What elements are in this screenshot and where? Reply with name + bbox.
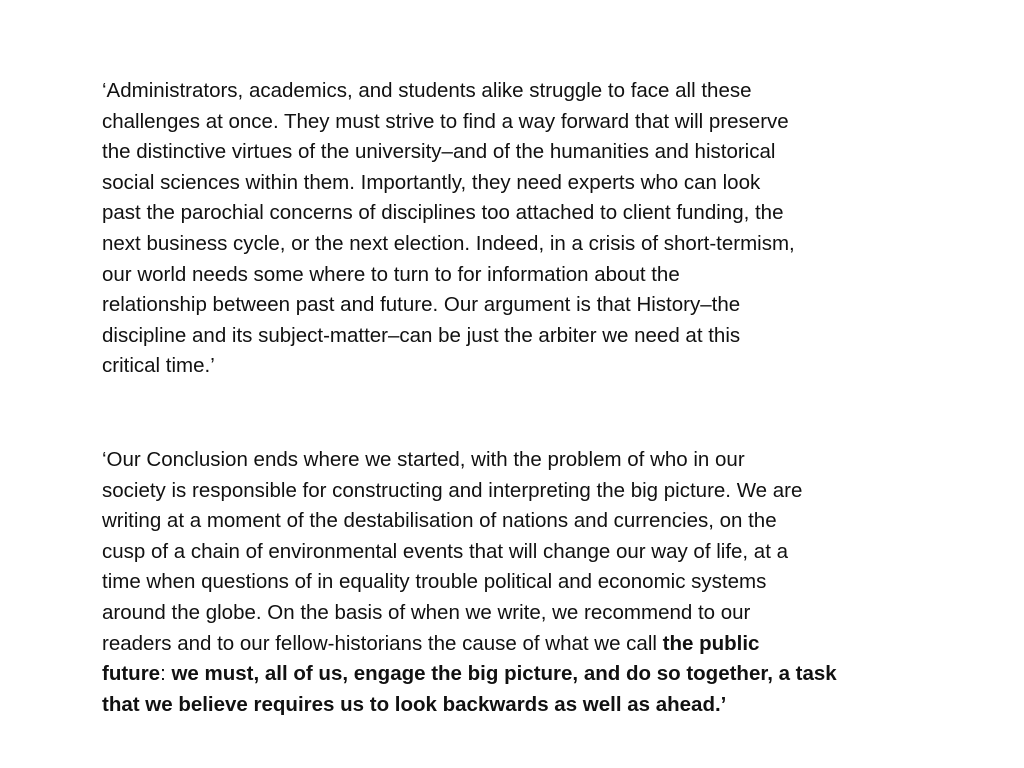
bold-phrase: we must, all of us, engage the big picture, and do so together, a task (171, 662, 837, 686)
bold-phrase: the public (662, 631, 760, 655)
text-line: our world needs some where to turn to for information about the (102, 262, 680, 286)
text-line: relationship between past and future. Our argument is that History–the (102, 293, 741, 317)
text-line (102, 690, 917, 721)
text-line: ‘Our Conclusion ends where we started, with the problem of who in our (102, 448, 745, 471)
text-line: society is responsible for constructing and interpreting the big picture. We are (102, 478, 803, 502)
text-line: the distinctive virtues of the university–and of the humanities and historical (102, 140, 776, 164)
text-line: past the parochial concerns of disciplines too attached to client funding, the (102, 201, 784, 225)
text-line: around the globe. On the basis of when we write, we recommend to our (102, 600, 751, 624)
bold-phrase: that we believe requires us to look backwards as well as ahead.’ (102, 692, 727, 716)
text-line: critical time.’ (102, 354, 215, 378)
text-line: discipline and its subject-matter–can be just the arbiter we need at this (102, 323, 741, 347)
text-line (102, 659, 917, 690)
text-line: challenges at once. They must strive to find a way forward that will preserve (102, 109, 789, 133)
text-line: time when questions of in equality trouble political and economic systems (102, 570, 767, 594)
text-line: cusp of a chain of environmental events that will change our way of life, at a (102, 539, 788, 563)
text-run: readers and to our fellow-historians the cause of what we call (102, 631, 663, 655)
text-run: : (160, 662, 172, 686)
text-line (102, 629, 917, 660)
text-line: social sciences within them. Importantly, they need experts who can look (102, 170, 761, 194)
text-line: next business cycle, or the next election. Indeed, in a crisis of short-termism, (102, 231, 795, 255)
bold-phrase: future (102, 662, 161, 686)
quote-paragraph-2 (102, 445, 917, 720)
text-line: writing at a moment of the destabilisation of nations and currencies, on the (102, 509, 777, 533)
text-line: ‘Administrators, academics, and students alike struggle to face all these (102, 79, 752, 102)
quote-paragraph-1 (102, 76, 917, 382)
